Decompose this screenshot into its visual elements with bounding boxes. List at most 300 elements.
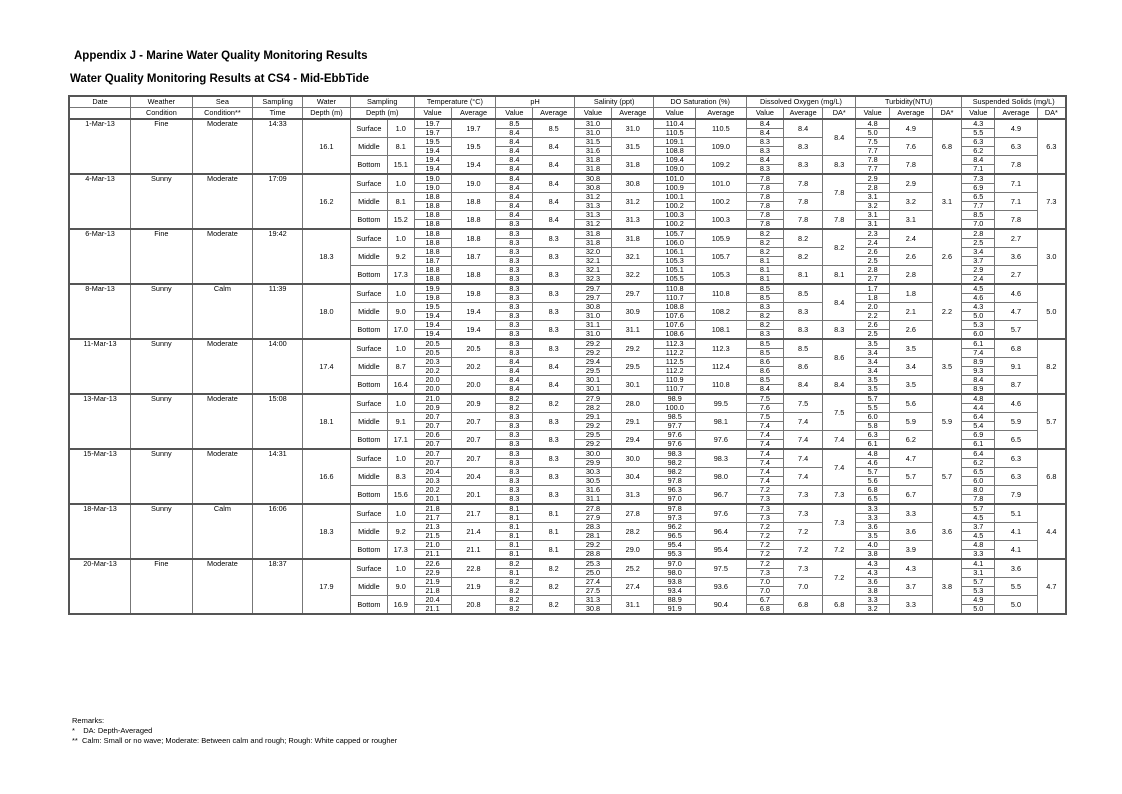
- ph-value: 8.1: [496, 569, 533, 578]
- table-row: [69, 449, 1066, 459]
- dissolved-oxygen-average: 8.4: [783, 119, 822, 138]
- do-saturation-value: 97.6: [654, 431, 695, 440]
- remark-text-2: Calm: Small or no wave; Moderate: Between calm and rough; Rough: White capped or rougher: [82, 736, 398, 745]
- temperature-value: 21.9: [414, 578, 451, 587]
- turbidity-value: 4.8: [856, 119, 890, 129]
- do-saturation-average: 98.0: [695, 468, 746, 486]
- sampling-depth-cell: 1.0: [387, 504, 414, 523]
- sampling-depth-cell: 1.0: [387, 559, 414, 578]
- turbidity-average: 2.9: [890, 174, 932, 193]
- salinity-average: 32.2: [612, 266, 654, 285]
- date-cell: 1-Mar-13: [69, 119, 131, 174]
- turbidity-value: 7.7: [856, 147, 890, 156]
- dissolved-oxygen-value: 8.3: [746, 138, 783, 147]
- suspended-solids-average: 7.9: [995, 486, 1037, 505]
- weather-cell: Fine: [131, 119, 193, 174]
- turbidity-average: 5.6: [890, 394, 932, 413]
- turbidity-value: 2.9: [856, 174, 890, 184]
- salinity-average: 29.4: [612, 431, 654, 450]
- temperature-value: 18.8: [414, 229, 451, 239]
- suspended-solids-da: 4.4: [1037, 504, 1066, 559]
- do-saturation-average: 110.8: [695, 376, 746, 395]
- dissolved-oxygen-average: 6.8: [783, 596, 822, 615]
- dissolved-oxygen-da-bottom: 7.4: [823, 431, 856, 450]
- dissolved-oxygen-value: 7.2: [746, 486, 783, 495]
- ph-average: 8.4: [533, 358, 574, 376]
- turbidity-average: 3.2: [890, 193, 932, 211]
- date-cell: 20-Mar-13: [69, 559, 131, 614]
- turbidity-value: 4.3: [856, 559, 890, 569]
- turbidity-average: 2.1: [890, 303, 932, 321]
- ph-average: 8.3: [533, 413, 574, 431]
- temperature-average: 19.4: [451, 156, 496, 175]
- do-saturation-average: 100.3: [695, 211, 746, 230]
- suspended-solids-average: 2.7: [995, 229, 1037, 248]
- do-saturation-value: 108.6: [654, 330, 695, 340]
- sampling-depth-cell: 8.1: [387, 193, 414, 211]
- dissolved-oxygen-value: 7.0: [746, 587, 783, 596]
- turbidity-value: 3.2: [856, 605, 890, 615]
- subheader-cell: DA*: [932, 108, 962, 120]
- sampling-time-cell: 17:09: [253, 174, 303, 229]
- header-cell: Weather: [131, 96, 193, 108]
- dissolved-oxygen-value: 7.2: [746, 523, 783, 532]
- dissolved-oxygen-value: 7.3: [746, 504, 783, 514]
- suspended-solids-value: 6.4: [962, 449, 995, 459]
- ph-average: 8.3: [533, 431, 574, 450]
- sampling-level-cell: Surface: [350, 394, 387, 413]
- suspended-solids-da: 5.0: [1037, 284, 1066, 339]
- sampling-level-cell: Middle: [350, 303, 387, 321]
- suspended-solids-average: 6.5: [995, 431, 1037, 450]
- do-saturation-value: 95.3: [654, 550, 695, 560]
- sea-condition-cell: Moderate: [192, 449, 253, 504]
- ph-value: 8.4: [496, 385, 533, 395]
- turbidity-value: 3.4: [856, 349, 890, 358]
- subheader-cell: Time: [253, 108, 303, 120]
- salinity-value: 31.3: [574, 596, 611, 605]
- sampling-level-cell: Surface: [350, 284, 387, 303]
- suspended-solids-value: 2.4: [962, 275, 995, 285]
- ph-value: 8.3: [496, 220, 533, 230]
- turbidity-value: 2.4: [856, 239, 890, 248]
- dissolved-oxygen-average: 7.2: [783, 541, 822, 560]
- suspended-solids-value: 3.7: [962, 523, 995, 532]
- sampling-level-cell: Bottom: [350, 431, 387, 450]
- dissolved-oxygen-value: 8.6: [746, 358, 783, 367]
- turbidity-value: 6.3: [856, 431, 890, 440]
- turbidity-average: 4.3: [890, 559, 932, 578]
- subheader-cell: Average: [783, 108, 822, 120]
- water-depth-cell: 18.0: [303, 284, 351, 339]
- temperature-value: 21.0: [414, 394, 451, 404]
- subheader-cell: Value: [414, 108, 451, 120]
- suspended-solids-average: 8.7: [995, 376, 1037, 395]
- ph-average: 8.3: [533, 321, 574, 340]
- suspended-solids-da: 5.7: [1037, 394, 1066, 449]
- do-saturation-average: 112.3: [695, 339, 746, 358]
- ph-value: 8.4: [496, 138, 533, 147]
- suspended-solids-average: 5.1: [995, 504, 1037, 523]
- ph-value: 8.3: [496, 303, 533, 312]
- ph-average: 8.4: [533, 193, 574, 211]
- ph-value: 8.3: [496, 275, 533, 285]
- do-saturation-value: 105.7: [654, 229, 695, 239]
- do-saturation-value: 91.9: [654, 605, 695, 615]
- water-quality-table: [68, 95, 1067, 615]
- temperature-value: 20.3: [414, 358, 451, 367]
- header-cell: Water: [303, 96, 351, 108]
- do-saturation-value: 96.3: [654, 486, 695, 495]
- ph-value: 8.4: [496, 174, 533, 184]
- ph-value: 8.3: [496, 330, 533, 340]
- suspended-solids-average: 5.0: [995, 596, 1037, 615]
- water-depth-cell: 16.2: [303, 174, 351, 229]
- dissolved-oxygen-value: 7.0: [746, 578, 783, 587]
- dissolved-oxygen-value: 7.6: [746, 404, 783, 413]
- dissolved-oxygen-average: 7.4: [783, 468, 822, 486]
- dissolved-oxygen-da-bottom: 8.3: [823, 156, 856, 175]
- turbidity-value: 6.8: [856, 486, 890, 495]
- salinity-value: 32.1: [574, 266, 611, 275]
- dissolved-oxygen-average: 7.8: [783, 211, 822, 230]
- suspended-solids-value: 4.5: [962, 514, 995, 523]
- suspended-solids-average: 2.7: [995, 266, 1037, 285]
- sea-condition-cell: Moderate: [192, 229, 253, 284]
- do-saturation-value: 105.3: [654, 257, 695, 266]
- header-cell: Suspended Solids (mg/L): [962, 96, 1066, 108]
- temperature-value: 21.1: [414, 605, 451, 615]
- dissolved-oxygen-value: 8.5: [746, 349, 783, 358]
- dissolved-oxygen-value: 8.2: [746, 312, 783, 321]
- salinity-value: 27.9: [574, 394, 611, 404]
- sampling-depth-cell: 9.0: [387, 578, 414, 596]
- dissolved-oxygen-value: 8.3: [746, 165, 783, 175]
- turbidity-value: 3.3: [856, 596, 890, 605]
- temperature-average: 19.7: [451, 119, 496, 138]
- dissolved-oxygen-da: 7.2: [823, 559, 856, 596]
- do-saturation-value: 100.0: [654, 404, 695, 413]
- ph-value: 8.5: [496, 119, 533, 129]
- dissolved-oxygen-value: 8.3: [746, 147, 783, 156]
- salinity-average: 31.3: [612, 211, 654, 230]
- table-row: [69, 119, 1066, 129]
- turbidity-average: 3.6: [890, 523, 932, 541]
- sampling-depth-cell: 15.1: [387, 156, 414, 175]
- subheader-cell: Value: [496, 108, 533, 120]
- dissolved-oxygen-value: 8.5: [746, 376, 783, 385]
- remark-line-2: [72, 736, 397, 746]
- temperature-value: 19.5: [414, 138, 451, 147]
- turbidity-average: 4.9: [890, 119, 932, 138]
- do-saturation-value: 88.9: [654, 596, 695, 605]
- ph-average: 8.4: [533, 376, 574, 395]
- temperature-value: 21.7: [414, 514, 451, 523]
- ph-value: 8.3: [496, 495, 533, 505]
- temperature-value: 19.4: [414, 321, 451, 330]
- sampling-time-cell: 19:42: [253, 229, 303, 284]
- temperature-average: 20.2: [451, 358, 496, 376]
- do-saturation-value: 106.0: [654, 239, 695, 248]
- do-saturation-value: 112.3: [654, 339, 695, 349]
- ph-average: 8.3: [533, 266, 574, 285]
- weather-cell: Fine: [131, 559, 193, 614]
- do-saturation-average: 95.4: [695, 541, 746, 560]
- sampling-depth-cell: 1.0: [387, 339, 414, 358]
- temperature-value: 20.4: [414, 596, 451, 605]
- ph-value: 8.1: [496, 504, 533, 514]
- suspended-solids-average: 6.3: [995, 468, 1037, 486]
- do-saturation-average: 101.0: [695, 174, 746, 193]
- do-saturation-value: 109.1: [654, 138, 695, 147]
- temperature-value: 20.5: [414, 349, 451, 358]
- salinity-value: 31.0: [574, 312, 611, 321]
- dissolved-oxygen-average: 7.3: [783, 486, 822, 505]
- sampling-level-cell: Middle: [350, 358, 387, 376]
- temperature-average: 20.5: [451, 339, 496, 358]
- sampling-depth-cell: 17.3: [387, 266, 414, 285]
- suspended-solids-value: 5.7: [962, 578, 995, 587]
- dissolved-oxygen-value: 8.4: [746, 119, 783, 129]
- sampling-depth-cell: 17.3: [387, 541, 414, 560]
- temperature-value: 18.7: [414, 257, 451, 266]
- do-saturation-average: 108.1: [695, 321, 746, 340]
- suspended-solids-value: 8.9: [962, 385, 995, 395]
- water-depth-cell: 16.6: [303, 449, 351, 504]
- ph-average: 8.4: [533, 156, 574, 175]
- ph-value: 8.4: [496, 165, 533, 175]
- salinity-average: 29.5: [612, 358, 654, 376]
- dissolved-oxygen-value: 8.4: [746, 129, 783, 138]
- ph-value: 8.3: [496, 477, 533, 486]
- do-saturation-value: 110.7: [654, 294, 695, 303]
- ph-average: 8.4: [533, 211, 574, 230]
- salinity-value: 31.8: [574, 229, 611, 239]
- sea-condition-cell: Moderate: [192, 119, 253, 174]
- sampling-time-cell: 14:33: [253, 119, 303, 174]
- sampling-level-cell: Middle: [350, 193, 387, 211]
- temperature-value: 18.8: [414, 239, 451, 248]
- ph-average: 8.4: [533, 174, 574, 193]
- dissolved-oxygen-average: 7.4: [783, 449, 822, 468]
- do-saturation-value: 98.5: [654, 413, 695, 422]
- suspended-solids-average: 4.9: [995, 119, 1037, 138]
- turbidity-da: 3.8: [932, 559, 962, 614]
- header-cell: Sea: [192, 96, 253, 108]
- suspended-solids-value: 6.2: [962, 459, 995, 468]
- salinity-value: 32.0: [574, 248, 611, 257]
- turbidity-value: 3.4: [856, 358, 890, 367]
- turbidity-value: 3.6: [856, 578, 890, 587]
- turbidity-value: 4.8: [856, 449, 890, 459]
- temperature-value: 18.8: [414, 248, 451, 257]
- dissolved-oxygen-da-bottom: 6.8: [823, 596, 856, 615]
- salinity-value: 29.2: [574, 541, 611, 550]
- suspended-solids-average: 5.5: [995, 578, 1037, 596]
- remarks: [72, 716, 397, 746]
- do-saturation-average: 99.5: [695, 394, 746, 413]
- salinity-value: 31.2: [574, 220, 611, 230]
- salinity-value: 30.8: [574, 605, 611, 615]
- ph-average: 8.3: [533, 229, 574, 248]
- sampling-depth-cell: 1.0: [387, 174, 414, 193]
- do-saturation-value: 97.0: [654, 495, 695, 505]
- do-saturation-value: 108.8: [654, 303, 695, 312]
- suspended-solids-average: 7.8: [995, 211, 1037, 230]
- turbidity-value: 3.2: [856, 202, 890, 211]
- suspended-solids-value: 4.3: [962, 303, 995, 312]
- dissolved-oxygen-da: 7.8: [823, 174, 856, 211]
- do-saturation-value: 100.3: [654, 211, 695, 220]
- turbidity-value: 2.8: [856, 184, 890, 193]
- salinity-value: 31.3: [574, 211, 611, 220]
- temperature-average: 18.8: [451, 229, 496, 248]
- turbidity-value: 2.7: [856, 275, 890, 285]
- do-saturation-average: 109.0: [695, 138, 746, 156]
- ph-value: 8.2: [496, 596, 533, 605]
- suspended-solids-value: 5.3: [962, 587, 995, 596]
- salinity-value: 25.0: [574, 569, 611, 578]
- do-saturation-value: 96.2: [654, 523, 695, 532]
- salinity-value: 31.6: [574, 486, 611, 495]
- do-saturation-value: 110.5: [654, 129, 695, 138]
- temperature-value: 19.0: [414, 174, 451, 184]
- weather-cell: Sunny: [131, 394, 193, 449]
- suspended-solids-value: 6.4: [962, 413, 995, 422]
- sea-condition-cell: Moderate: [192, 559, 253, 614]
- sampling-time-cell: 16:06: [253, 504, 303, 559]
- dissolved-oxygen-value: 7.4: [746, 431, 783, 440]
- salinity-value: 30.8: [574, 303, 611, 312]
- turbidity-value: 6.1: [856, 440, 890, 450]
- do-saturation-average: 105.3: [695, 266, 746, 285]
- temperature-average: 21.4: [451, 523, 496, 541]
- turbidity-value: 6.5: [856, 495, 890, 505]
- remark-mark-1: *: [72, 726, 75, 735]
- turbidity-da: 3.5: [932, 339, 962, 394]
- do-saturation-value: 98.2: [654, 459, 695, 468]
- subheader-cell: Depth (m): [350, 108, 414, 120]
- dissolved-oxygen-average: 7.8: [783, 174, 822, 193]
- dissolved-oxygen-value: 7.8: [746, 193, 783, 202]
- turbidity-average: 7.8: [890, 156, 932, 175]
- temperature-average: 22.8: [451, 559, 496, 578]
- suspended-solids-value: 4.3: [962, 119, 995, 129]
- salinity-average: 30.4: [612, 468, 654, 486]
- ph-value: 8.4: [496, 184, 533, 193]
- dissolved-oxygen-average: 8.2: [783, 248, 822, 266]
- dissolved-oxygen-average: 8.1: [783, 266, 822, 285]
- turbidity-value: 3.5: [856, 385, 890, 395]
- do-saturation-value: 112.2: [654, 367, 695, 376]
- turbidity-average: 3.9: [890, 541, 932, 560]
- suspended-solids-value: 3.7: [962, 257, 995, 266]
- suspended-solids-value: 7.7: [962, 202, 995, 211]
- suspended-solids-average: 5.9: [995, 413, 1037, 431]
- salinity-value: 31.3: [574, 202, 611, 211]
- turbidity-value: 5.0: [856, 129, 890, 138]
- salinity-value: 30.8: [574, 184, 611, 193]
- do-saturation-average: 97.6: [695, 504, 746, 523]
- header-cell: DO Saturation (%): [654, 96, 746, 108]
- suspended-solids-value: 6.0: [962, 330, 995, 340]
- temperature-average: 20.7: [451, 449, 496, 468]
- salinity-value: 27.5: [574, 587, 611, 596]
- salinity-average: 29.7: [612, 284, 654, 303]
- dissolved-oxygen-value: 7.8: [746, 220, 783, 230]
- sampling-depth-cell: 8.3: [387, 468, 414, 486]
- dissolved-oxygen-average: 8.4: [783, 376, 822, 395]
- subheader-cell: Value: [746, 108, 783, 120]
- temperature-value: 20.7: [414, 413, 451, 422]
- do-saturation-value: 100.2: [654, 202, 695, 211]
- dissolved-oxygen-value: 8.4: [746, 385, 783, 395]
- turbidity-average: 2.6: [890, 321, 932, 340]
- ph-value: 8.4: [496, 211, 533, 220]
- salinity-average: 30.9: [612, 303, 654, 321]
- dissolved-oxygen-average: 7.2: [783, 523, 822, 541]
- salinity-value: 29.2: [574, 339, 611, 349]
- dissolved-oxygen-value: 8.5: [746, 339, 783, 349]
- remarks-title: Remarks:: [72, 716, 105, 725]
- do-saturation-average: 100.2: [695, 193, 746, 211]
- suspended-solids-average: 4.7: [995, 303, 1037, 321]
- suspended-solids-value: 9.3: [962, 367, 995, 376]
- subheader-cell: Average: [612, 108, 654, 120]
- sampling-level-cell: Bottom: [350, 321, 387, 340]
- suspended-solids-average: 3.6: [995, 248, 1037, 266]
- suspended-solids-value: 7.4: [962, 349, 995, 358]
- header-cell: Temperature (°C): [414, 96, 496, 108]
- salinity-value: 31.2: [574, 193, 611, 202]
- temperature-value: 20.5: [414, 339, 451, 349]
- suspended-solids-value: 6.0: [962, 477, 995, 486]
- dissolved-oxygen-value: 7.4: [746, 468, 783, 477]
- temperature-value: 18.8: [414, 211, 451, 220]
- do-saturation-average: 90.4: [695, 596, 746, 615]
- water-depth-cell: 18.3: [303, 504, 351, 559]
- temperature-average: 20.1: [451, 486, 496, 505]
- suspended-solids-value: 5.3: [962, 321, 995, 330]
- dissolved-oxygen-da-bottom: 7.8: [823, 211, 856, 230]
- do-saturation-value: 98.2: [654, 468, 695, 477]
- turbidity-da: 2.6: [932, 229, 962, 284]
- dissolved-oxygen-average: 8.2: [783, 229, 822, 248]
- ph-value: 8.4: [496, 376, 533, 385]
- suspended-solids-value: 6.5: [962, 193, 995, 202]
- do-saturation-value: 97.0: [654, 559, 695, 569]
- header-cell: Sampling: [253, 96, 303, 108]
- suspended-solids-value: 3.1: [962, 569, 995, 578]
- salinity-value: 32.3: [574, 275, 611, 285]
- turbidity-value: 2.5: [856, 330, 890, 340]
- dissolved-oxygen-value: 8.2: [746, 248, 783, 257]
- header-cell: Sampling: [350, 96, 414, 108]
- suspended-solids-da: 4.7: [1037, 559, 1066, 614]
- suspended-solids-value: 5.5: [962, 129, 995, 138]
- temperature-value: 19.4: [414, 156, 451, 165]
- turbidity-da: 3.6: [932, 504, 962, 559]
- sampling-depth-cell: 9.2: [387, 248, 414, 266]
- salinity-value: 30.3: [574, 468, 611, 477]
- salinity-value: 31.8: [574, 165, 611, 175]
- ph-value: 8.3: [496, 486, 533, 495]
- dissolved-oxygen-average: 7.0: [783, 578, 822, 596]
- ph-average: 8.1: [533, 541, 574, 560]
- dissolved-oxygen-value: 7.8: [746, 174, 783, 184]
- subheader-cell: Value: [856, 108, 890, 120]
- salinity-value: 25.3: [574, 559, 611, 569]
